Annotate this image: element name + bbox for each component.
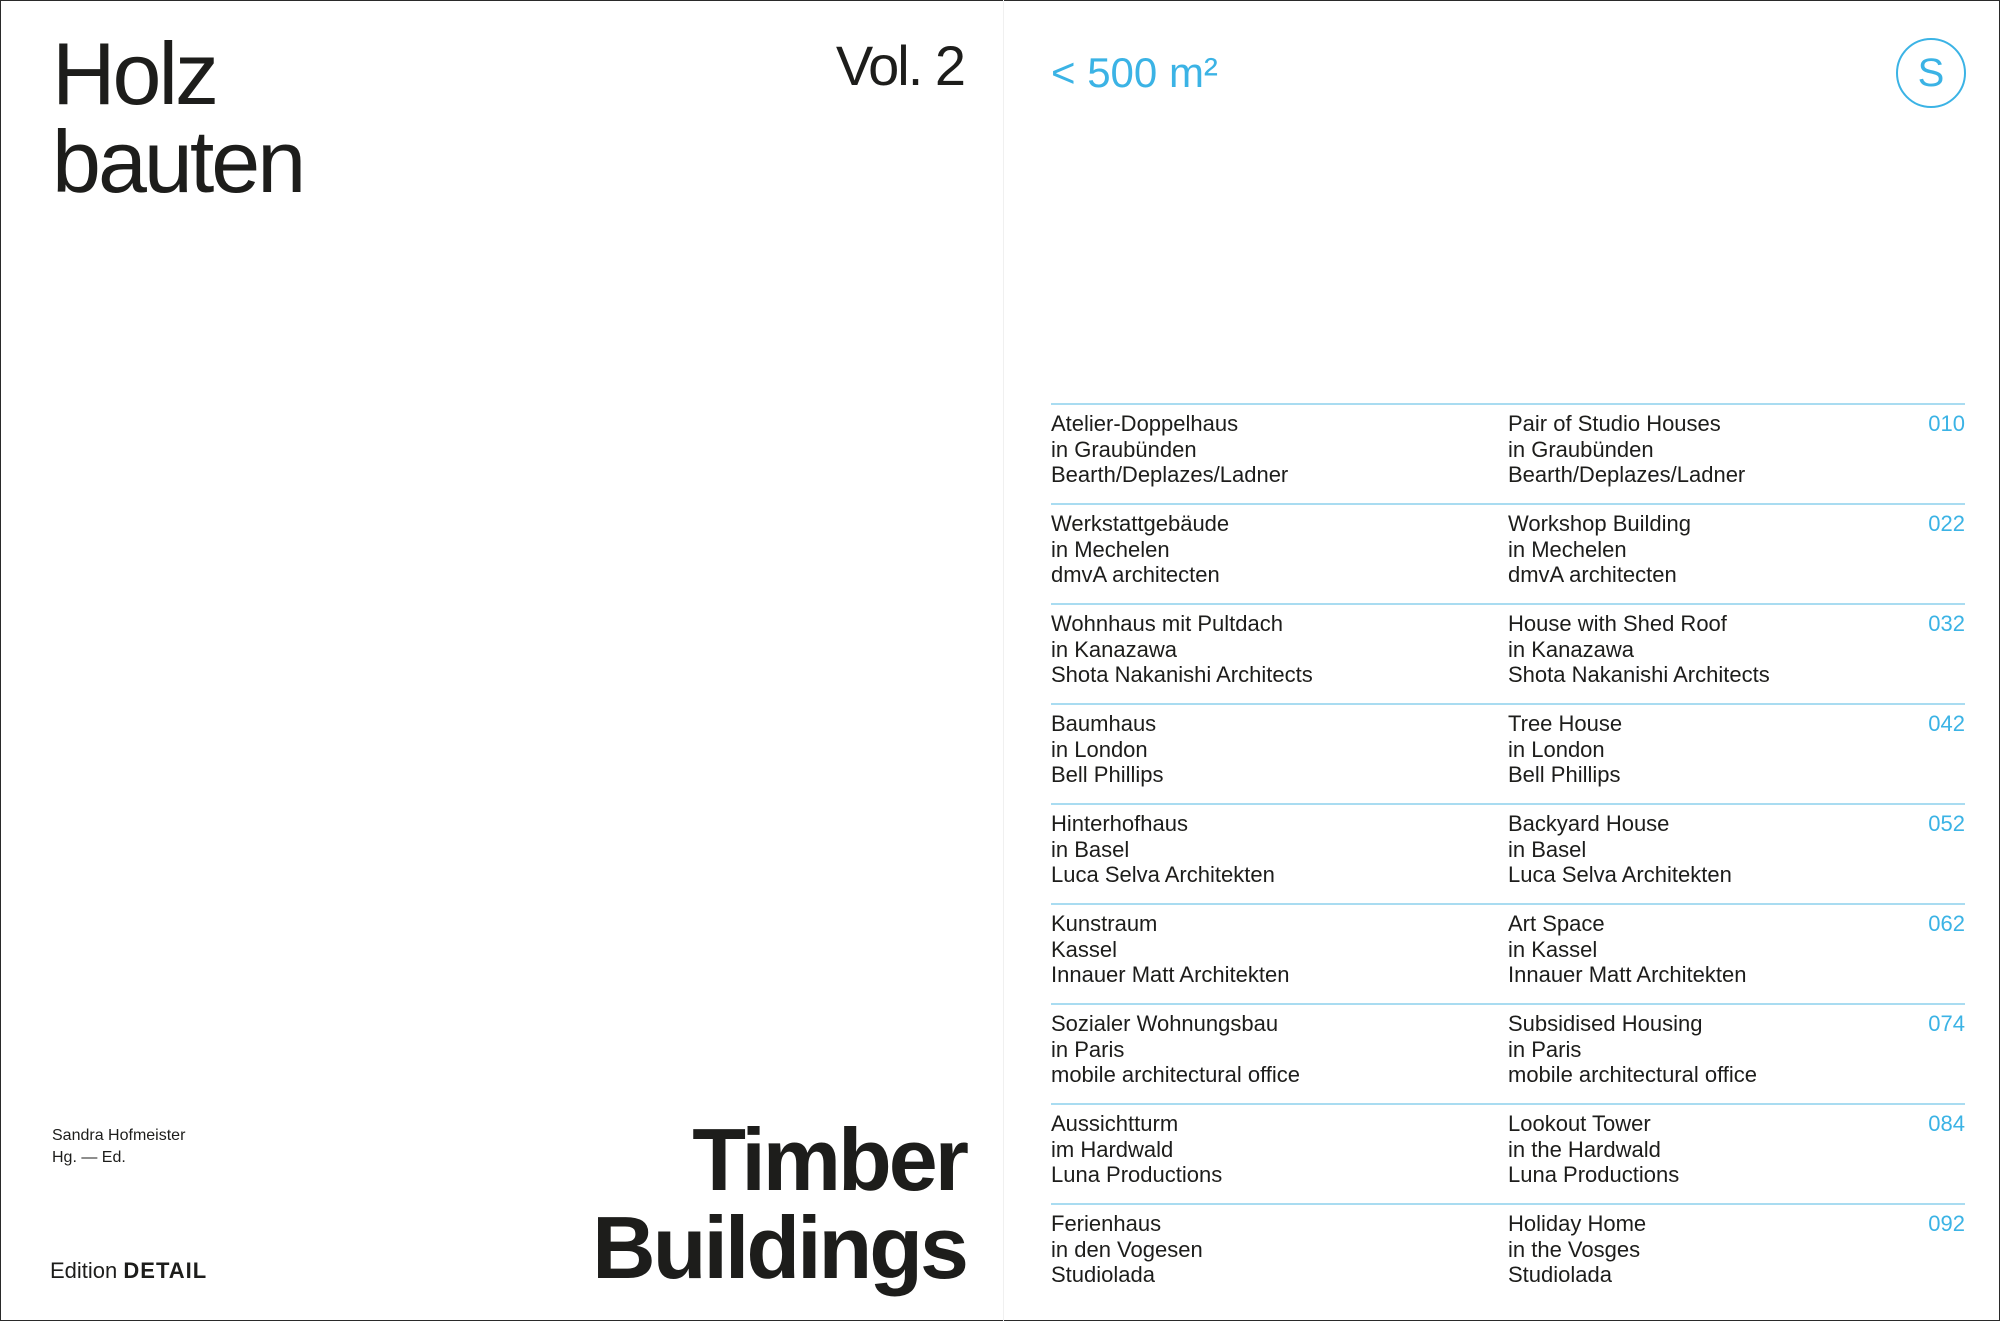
toc-entry-german [1051, 411, 1491, 488]
toc-location-english: in Basel [1508, 836, 1587, 862]
toc-location-german: in Kanazawa [1051, 636, 1177, 662]
toc-entry-english [1508, 711, 1898, 788]
toc-architect: Innauer Matt Architekten [1051, 962, 1290, 987]
title-german-line-2: bauten [52, 112, 304, 211]
toc-architect: Studiolada [1508, 1262, 1612, 1287]
toc-entry-english [1508, 1011, 1898, 1088]
toc-entry[interactable] [1051, 603, 1965, 703]
toc-location-german: in Mechelen [1051, 536, 1170, 562]
toc-title-english: Holiday Home [1508, 1211, 1647, 1236]
toc-location-german: in Basel [1051, 836, 1130, 862]
toc-location-english: in Paris [1508, 1036, 1582, 1062]
toc-title-german: Hinterhofhaus [1051, 811, 1188, 836]
toc-location-english: in Kassel [1508, 936, 1598, 962]
toc-page-number: 062 [1928, 911, 1965, 936]
toc-entry-english [1508, 511, 1898, 588]
toc-architect: Luca Selva Architekten [1508, 862, 1732, 887]
toc-title-german: Sozialer Wohnungsbau [1051, 1011, 1279, 1036]
volume-label: Vol. 2 [835, 34, 964, 97]
toc-architect: Bearth/Deplazes/Ladner [1051, 462, 1289, 487]
toc-title-german: Werkstattgebäude [1051, 511, 1230, 536]
toc-page-number: 042 [1928, 711, 1965, 736]
title-english [592, 1110, 966, 1297]
toc-entry[interactable] [1051, 403, 1965, 503]
toc-architect: mobile architectural office [1508, 1062, 1758, 1087]
toc-title-english: House with Shed Roof [1508, 611, 1727, 636]
toc-entry-english [1508, 611, 1898, 688]
toc-location-german: in Paris [1051, 1036, 1125, 1062]
publisher-brand: DETAIL [123, 1258, 208, 1283]
toc-title-english: Art Space [1508, 911, 1605, 936]
toc-architect: mobile architectural office [1051, 1062, 1301, 1087]
toc-page-number: 032 [1928, 611, 1965, 636]
toc-entry[interactable] [1051, 1203, 1965, 1303]
toc-location-english: in Mechelen [1508, 536, 1627, 562]
toc-entry-german [1051, 511, 1491, 588]
toc-architect: dmvA architecten [1508, 562, 1677, 587]
toc-title-english: Workshop Building [1508, 511, 1692, 536]
toc-title-english: Lookout Tower [1508, 1111, 1651, 1136]
toc-location-english: in London [1508, 736, 1605, 762]
toc-page-number: 074 [1928, 1011, 1965, 1036]
section-badge: S [1896, 38, 1966, 108]
toc-title-english: Tree House [1508, 711, 1623, 736]
toc-entry-english [1508, 411, 1898, 488]
toc-architect: Innauer Matt Architekten [1508, 962, 1747, 987]
toc-title-english: Backyard House [1508, 811, 1670, 836]
toc-title-german: Aussichtturm [1051, 1111, 1179, 1136]
section-size-label: < 500 m² [1051, 49, 1218, 96]
toc-title-german: Baumhaus [1051, 711, 1157, 736]
toc-location-english: in Graubünden [1508, 436, 1654, 462]
toc-location-german: Kassel [1051, 936, 1118, 962]
toc-architect: Studiolada [1051, 1262, 1155, 1287]
toc-entry-german [1051, 911, 1491, 988]
toc-entry[interactable] [1051, 503, 1965, 603]
toc-entry-german [1051, 1211, 1491, 1288]
toc-architect: Luca Selva Architekten [1051, 862, 1275, 887]
toc-title-german: Ferienhaus [1051, 1211, 1162, 1236]
toc-entry[interactable] [1051, 803, 1965, 903]
toc-location-german: in Graubünden [1051, 436, 1197, 462]
title-english-line-2: Buildings [592, 1198, 966, 1297]
toc-architect: Luna Productions [1508, 1162, 1680, 1187]
title-german [52, 24, 304, 211]
toc-title-english: Pair of Studio Houses [1508, 411, 1721, 436]
editor-credit [52, 1125, 185, 1169]
toc-page-number: 084 [1928, 1111, 1965, 1136]
toc-page-number: 022 [1928, 511, 1965, 536]
book-spine [1003, 0, 1004, 1321]
toc-entry-german [1051, 1111, 1491, 1188]
toc-architect: Luna Productions [1051, 1162, 1223, 1187]
toc-entry-german [1051, 811, 1491, 888]
toc-entry-german [1051, 1011, 1491, 1088]
toc-entry[interactable] [1051, 1003, 1965, 1103]
toc-architect: Shota Nakanishi Architects [1051, 662, 1313, 687]
toc-title-german: Atelier-Doppelhaus [1051, 411, 1239, 436]
toc-location-english: in Kanazawa [1508, 636, 1634, 662]
title-german-line-1: Holz [52, 24, 217, 123]
toc-title-german: Kunstraum [1051, 911, 1158, 936]
toc-location-english: in the Vosges [1508, 1236, 1641, 1262]
toc-entry[interactable] [1051, 903, 1965, 1003]
publisher-logo [50, 1258, 207, 1284]
toc-location-german: in London [1051, 736, 1148, 762]
toc-architect: Bell Phillips [1508, 762, 1621, 787]
toc-page-number: 092 [1928, 1211, 1965, 1236]
toc-entry-german [1051, 711, 1491, 788]
publisher-prefix: Edition [50, 1258, 118, 1283]
toc-architect: Bearth/Deplazes/Ladner [1508, 462, 1746, 487]
toc-location-german: in den Vogesen [1051, 1236, 1203, 1262]
toc-entry-english [1508, 811, 1898, 888]
toc-entry[interactable] [1051, 703, 1965, 803]
toc-entry-english [1508, 911, 1898, 988]
table-of-contents [1051, 403, 1965, 1303]
toc-architect: dmvA architecten [1051, 562, 1220, 587]
toc-page-number: 052 [1928, 811, 1965, 836]
toc-title-english: Subsidised Housing [1508, 1011, 1703, 1036]
editor-role: Hg. — Ed. [52, 1149, 126, 1166]
toc-entry-german [1051, 611, 1491, 688]
toc-page-number: 010 [1928, 411, 1965, 436]
toc-entry-english [1508, 1211, 1898, 1288]
toc-location-english: in the Hardwald [1508, 1136, 1661, 1162]
title-english-line-1: Timber [692, 1110, 966, 1209]
editor-name: Sandra Hofmeister [52, 1127, 186, 1144]
toc-title-german: Wohnhaus mit Pultdach [1051, 611, 1283, 636]
toc-location-german: im Hardwald [1051, 1136, 1174, 1162]
toc-entry[interactable] [1051, 1103, 1965, 1203]
toc-entry-english [1508, 1111, 1898, 1188]
toc-architect: Bell Phillips [1051, 762, 1164, 787]
toc-architect: Shota Nakanishi Architects [1508, 662, 1770, 687]
